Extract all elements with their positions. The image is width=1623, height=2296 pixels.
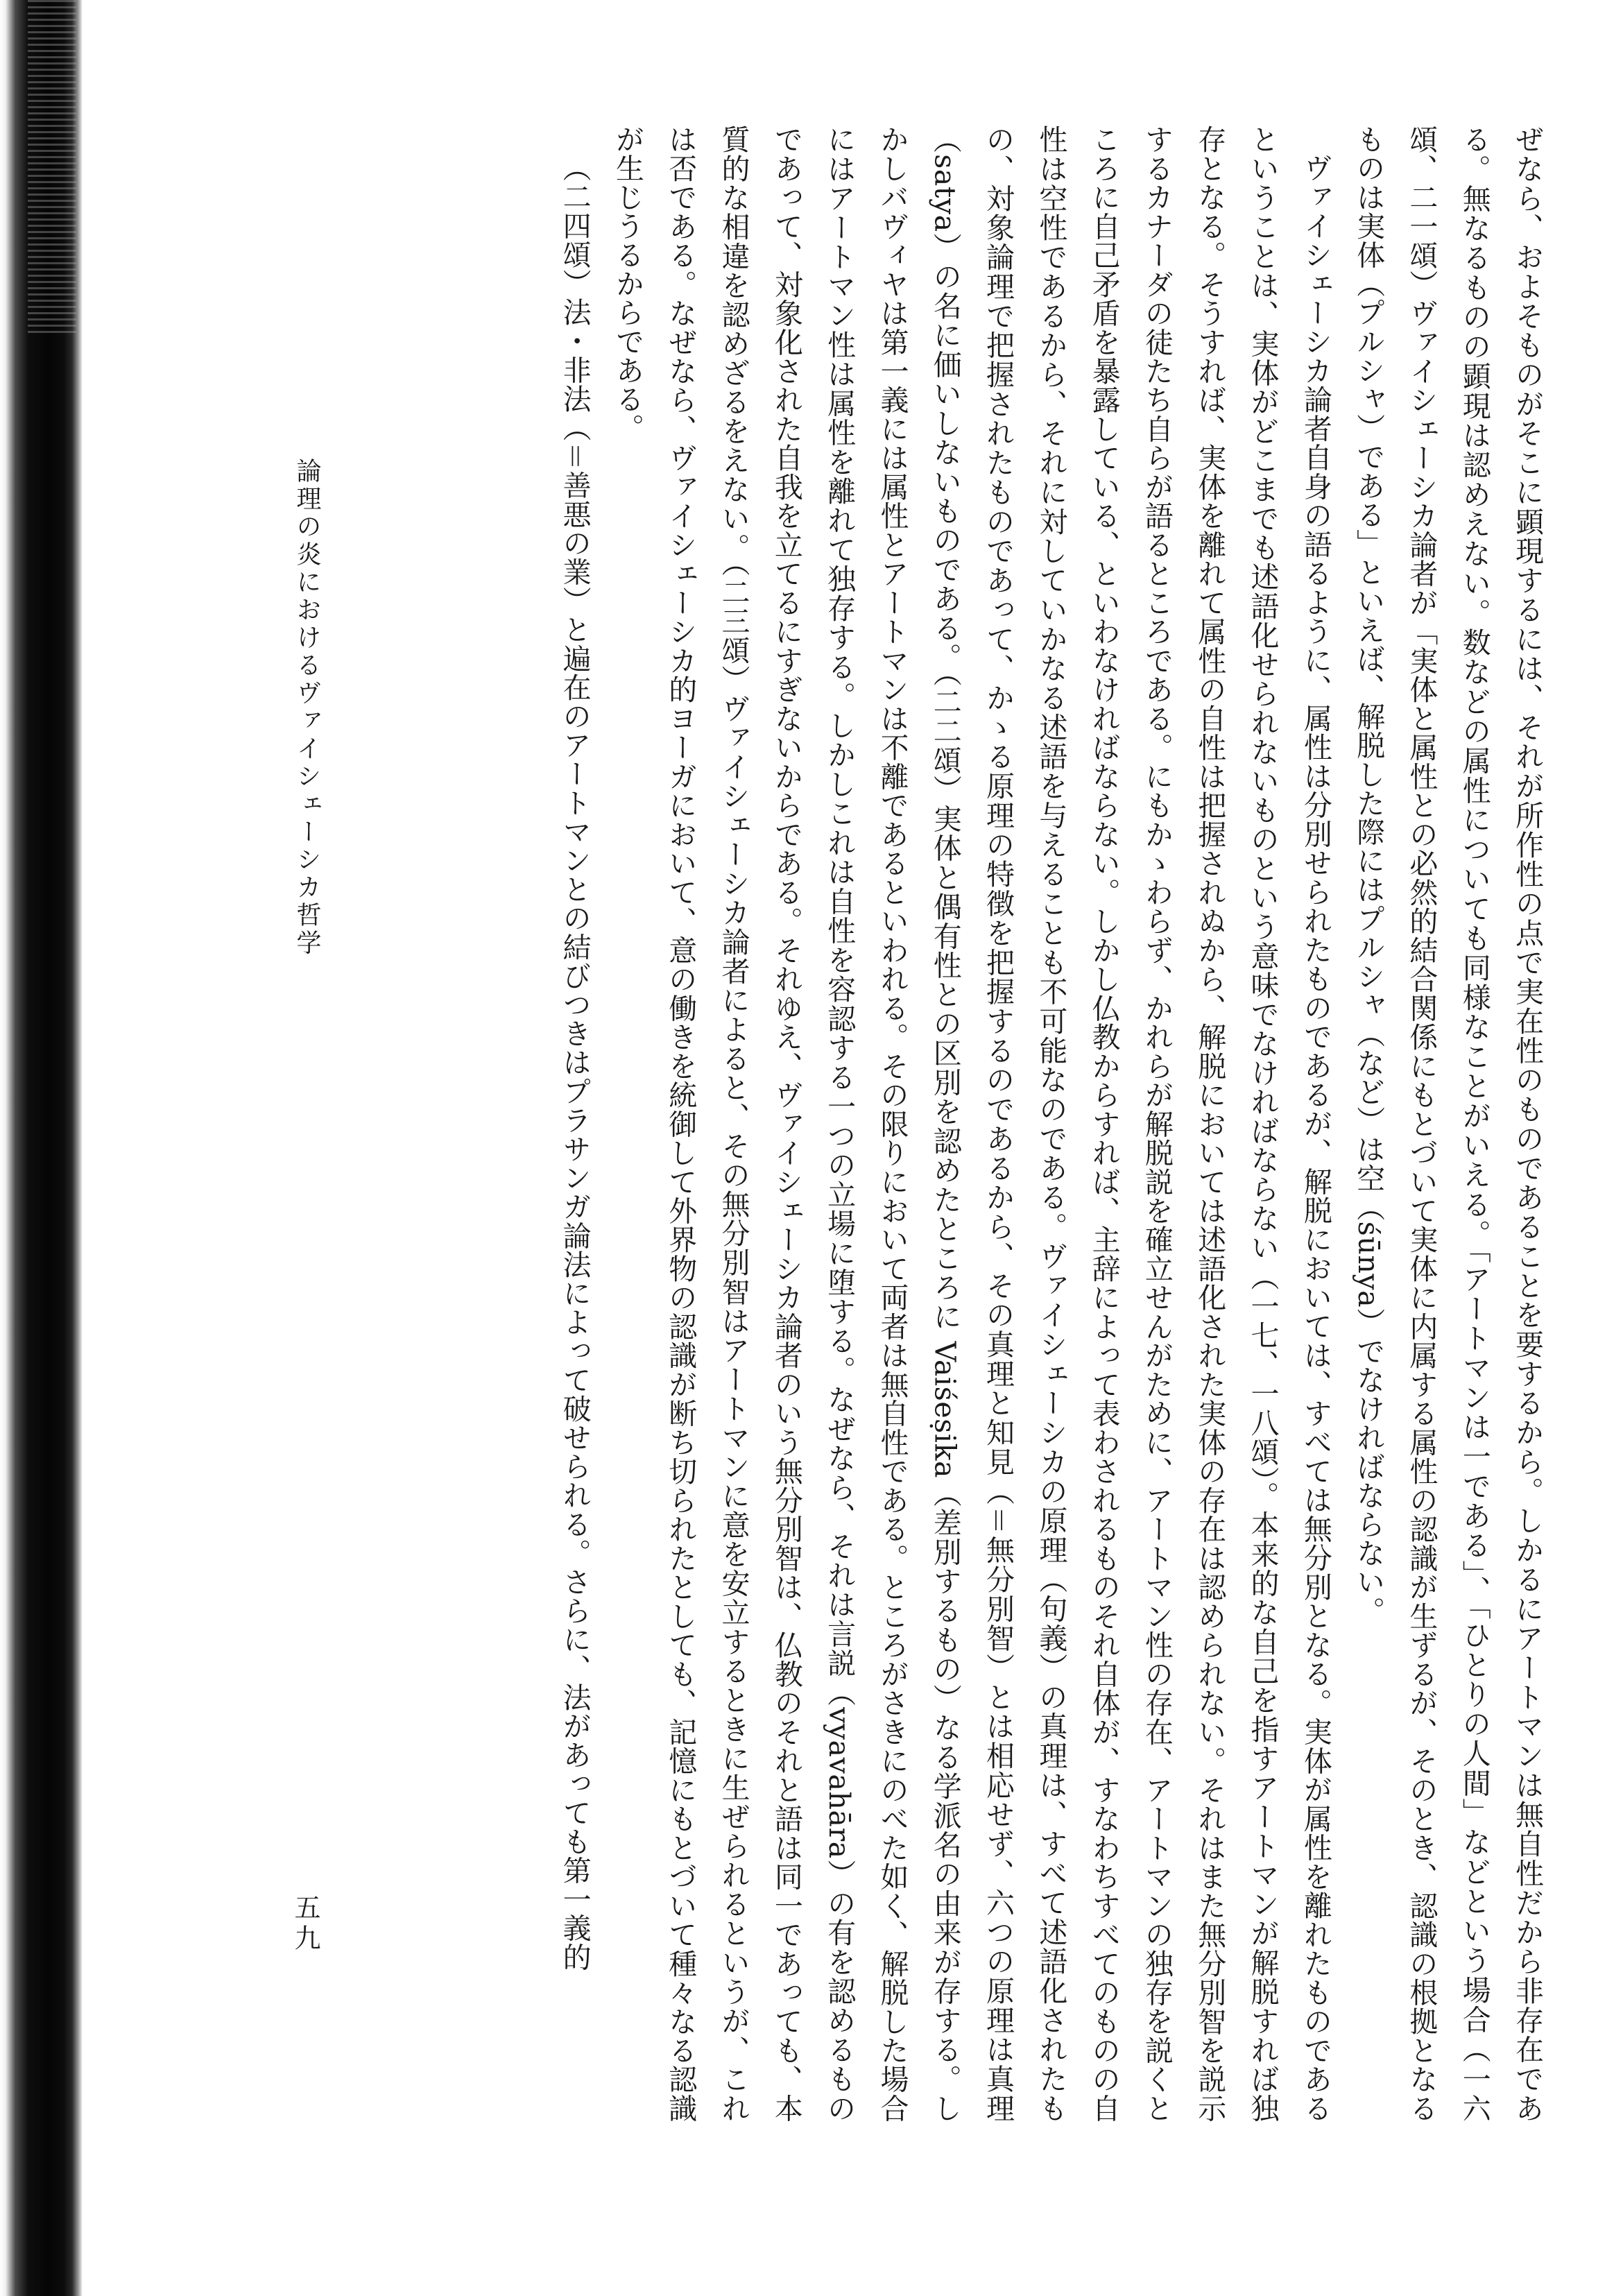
paragraph: ヴァイシェーシカ論者自身の語るように、属性は分別せられたものであるが、解脱においては、すべては無分別となる。実体が属性を離れたものであるということは、実体がどこまでも述語化せられないものという意味でなければならない（一七、一八頌）。本来的な自己を指すアートマンが解脱すれば独存となる。そうすれば、実体を離れて属性の自性は把握されぬから、解脱においては述語化された実体の存在は認められない。それはまた無分別智を説示するカナーダの徒たち自らが語るところである。にもかゝわらず、かれらが解脱説を確立せんがために、アートマン性の存在、アートマンの独存を説くところに自己矛盾を暴露している、といわなければならない。しかし仏教からすれば、主辞によって表わされるものそれ自体が、すなわちすべてのものの自性は空性であるから、それに対していかなる述語を与えることも不可能なのである。ヴァイシェーシカの原理（句義）の真理は、すべて述語化されたもの、対象論理で把握されたものであって、かゝる原理の特徴を把握するのであるから、その真理と知見（＝無分別智）とは相応せず、六つの原理は真理（satya）の名に価いしないものである。（二二頌）実体と偶有性との区別を認めたところに Vaiśeṣika（差別するもの）なる学派名の由来が存する。しかしバヴィヤは第一義には属性とアートマンは不離であるといわれる。その限りにおいて両者は無自性である。ところがさきにのべた如く、解脱した場合にはアートマン性は属性を離れて独存する。しかしこれは自性を容認する一つの立場に堕する。なぜなら、それは言説（vyavahāra）の有を認めるものであって、対象化された自我を立てるにすぎないからである。それゆえ、ヴァイシェーシカ論者のいう無分別智は、仏教のそれと語は同一であっても、本質的な相違を認めざるをえない。（二三頌）ヴァイシェーシカ論者によると、その無分別智はアートマンに意を安立するときに生ぜられるというが、これは否である。なぜなら、ヴァイシェーシカ的ヨーガにおいて、意の働きを統御して外界物の認識が断ち切られたとしても、記憶にもとづいて種々なる認識が生じうるからである。	[610, 125, 1332, 2123]
page-number: 五九	[290, 1894, 320, 1955]
book-binding-shadow	[0, 0, 82, 2296]
binding-texture	[28, 0, 76, 333]
paragraph: ぜなら、およそものがそこに顕現するには、それが所作性の点で実在性のものであることを要するから。しかるにアートマンは無自性だから非存在である。無なるものの顕現は認めえない。数などの属性についても同様なことがいえる。「アートマンは一である」、「ひとりの人間」などという場合（一六頌、二一頌）ヴァイシェーシカ論者が「実体と属性との必然的結合関係にもとづいて実体に内属する属性の認識が生ずるが、そのとき、認識の根拠となるものは実体（プルシャ）である」といえば、解脱した際にはプルシャ（など）は空（śūnya）でなければならない。	[1352, 125, 1544, 2123]
paragraph: （二四頌）法・非法（＝善悪の業）と遍在のアートマンとの結びつきはプラサンガ論法によって破せられる。さらに、法があっても第一義的	[558, 153, 592, 1971]
running-title: 論理の炎におけるヴァイシェーシカ哲学	[293, 458, 321, 957]
body-text	[388, 125, 1554, 2123]
